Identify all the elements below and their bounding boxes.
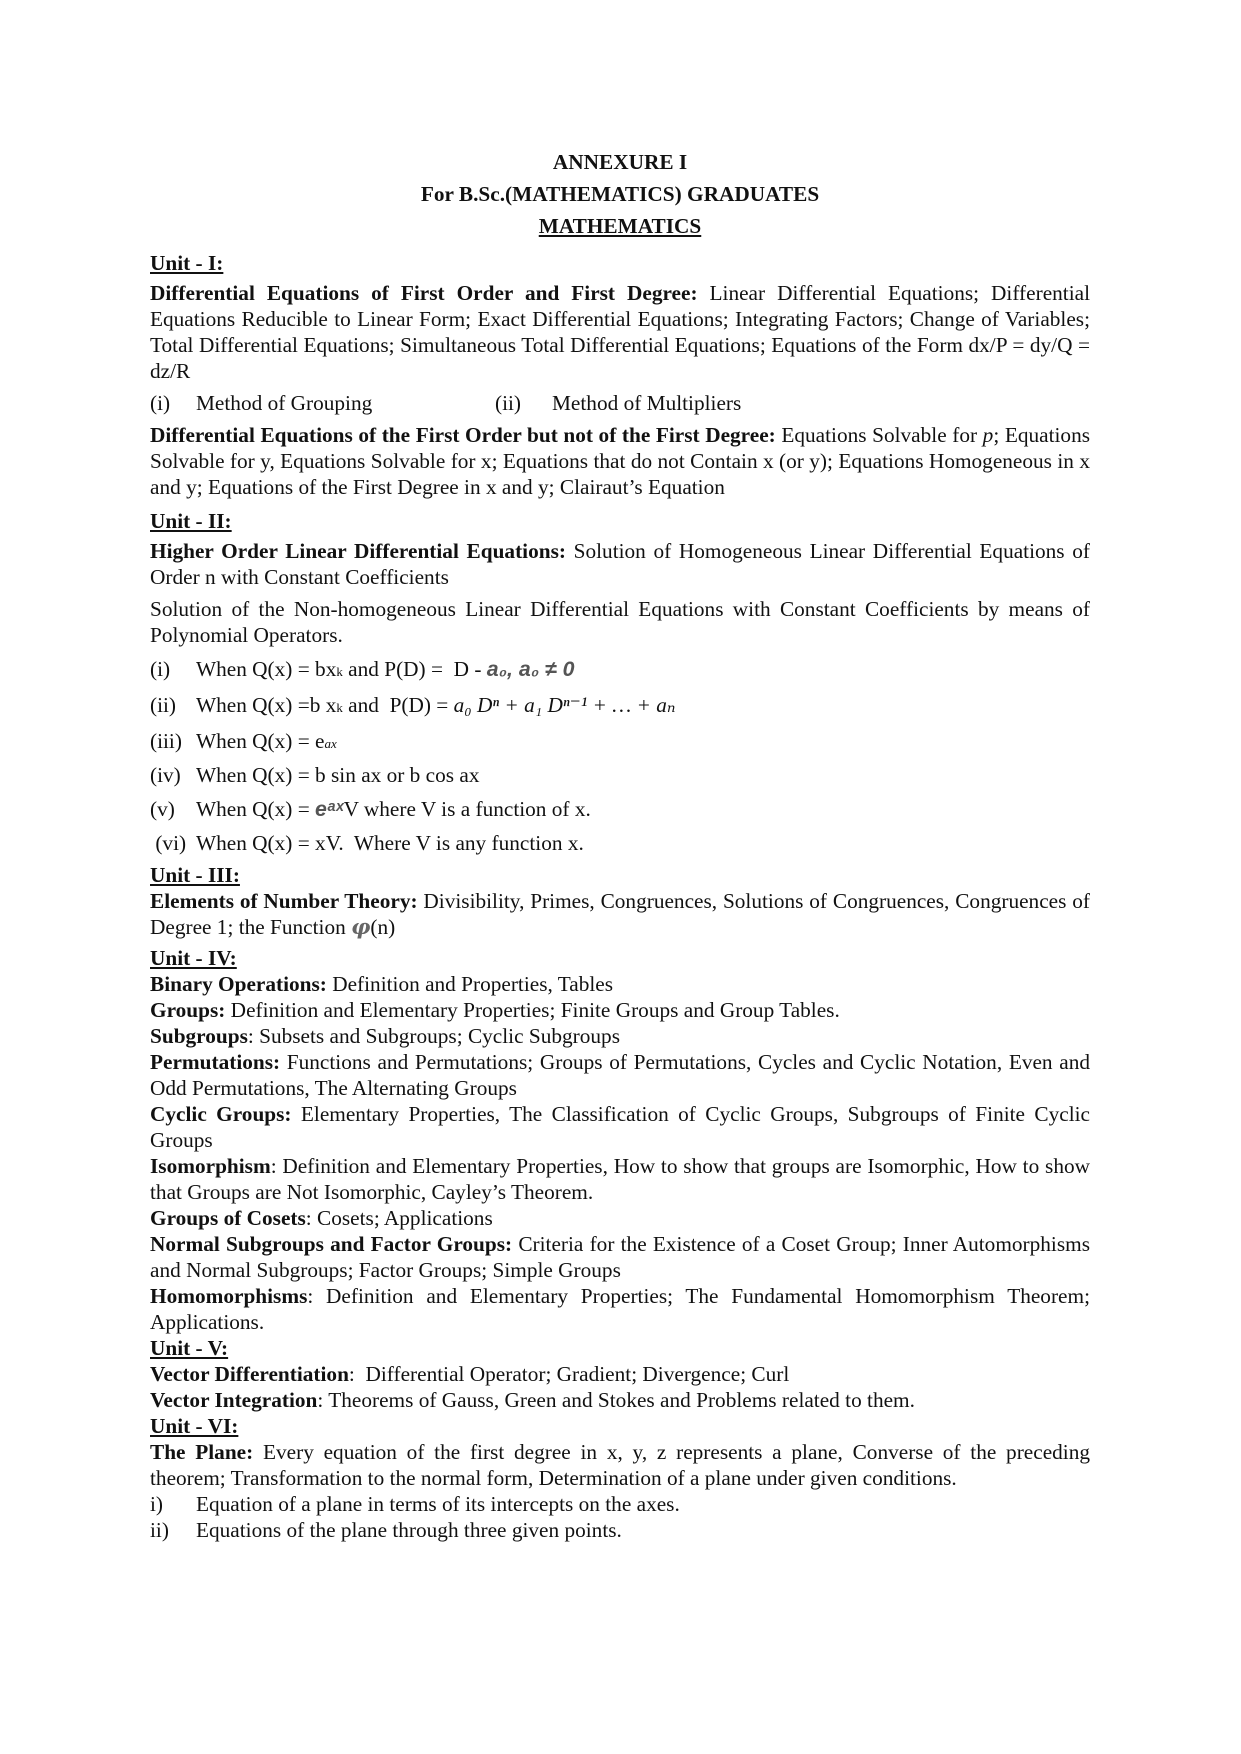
case-i-rest: and P(D) = D -: [342, 657, 487, 681]
method-1-text: Method of Grouping: [196, 391, 373, 415]
unit-4-item-text: : Subsets and Subgroups; Cyclic Subgroups: [247, 1024, 620, 1048]
unit-3-p1-text: Divisibility, Primes, Congruences, Solutions of Congruences, Congruences of Degree 1; the Function: [150, 889, 1090, 939]
unit-4-item: [150, 997, 1090, 1023]
unit-4-heading: Unit - IV:: [150, 946, 237, 970]
case-i-label: When Q(x) = bx: [196, 657, 337, 681]
unit-4-item: [150, 1153, 1090, 1205]
unit-5-item-bold: Vector Differentiation: [150, 1362, 349, 1386]
unit-2-heading: Unit - II:: [150, 509, 232, 533]
case-i-tail: a₀, a₀ ≠ 0: [486, 657, 575, 681]
annexure-title: ANNEXURE I: [552, 150, 688, 174]
unit-2-paragraph-2: Solution of the Non-homogeneous Linear Differential Equations with Constant Coefficients by means of Polynomial Operators.: [150, 597, 1090, 647]
plane-list-item: [150, 1491, 1090, 1517]
unit-4-item-text: Criteria for the Existence of a Coset Group; Inner Automorphisms and Normal Subgroups; Factor Groups; Simple Groups: [150, 1232, 1090, 1282]
unit-4-item-bold: Subgroups: [150, 1024, 248, 1048]
unit-6-heading: Unit - VI:: [150, 1414, 239, 1438]
unit-4-item-bold: Isomorphism: [150, 1154, 271, 1178]
unit-6-p1-bold: The Plane:: [150, 1440, 254, 1464]
case-v-label: When Q(x) =: [196, 797, 316, 821]
case-vi: [150, 830, 1090, 858]
unit-2-p1-bold: Higher Order Linear Differential Equations:: [150, 539, 566, 563]
case-v: [150, 796, 1090, 824]
unit-4-item-bold: Permutations:: [150, 1050, 281, 1074]
unit-4-item-text: : Cosets; Applications: [305, 1206, 493, 1230]
case-vi-number: (vi): [150, 831, 187, 855]
unit-4-item: [150, 1231, 1090, 1283]
plane-list-number: i): [150, 1492, 164, 1516]
unit-4-item-text: Elementary Properties, The Classification of Cyclic Groups, Subgroups of Finite Cyclic Groups: [150, 1102, 1090, 1152]
unit-1-heading: Unit - I:: [150, 251, 224, 275]
case-i-number: (i): [150, 657, 171, 681]
method-2-number: (ii): [495, 391, 522, 415]
unit-3-heading: Unit - III:: [150, 863, 240, 887]
case-ii-label: When Q(x) =b x: [196, 693, 337, 717]
case-v-eax: eᵃˣ: [315, 797, 344, 821]
unit-3-p1-tail: (n): [370, 915, 396, 939]
case-iv: [150, 762, 1090, 790]
unit-5-item-bold: Vector Integration: [150, 1388, 318, 1412]
unit-4-item: [150, 1101, 1090, 1153]
phi-symbol: φ: [351, 915, 371, 940]
unit-1-p2-bold: Differential Equations of the First Order but not of the First Degree:: [150, 423, 776, 447]
case-ii-number: (ii): [150, 693, 177, 717]
unit-1-p1-text: Linear Differential Equations; Differential Equations Reducible to Linear Form; Exact Differential Equations; Integrating Factors; Change of Variables; Total Differential Equations; Simultaneous Total Differential Equations; Equations of the Form dx/P = dy/Q = dz/R: [150, 281, 1090, 383]
plane-list-text: Equation of a plane in terms of its intercepts on the axes.: [196, 1492, 680, 1516]
document-page: [150, 146, 1090, 1543]
case-iii-label: When Q(x) = e: [196, 729, 325, 753]
case-iv-number: (iv): [150, 763, 181, 787]
unit-3-p1-bold: Elements of Number Theory:: [150, 889, 418, 913]
unit-4-item: [150, 1283, 1090, 1335]
unit-4-item-text: Definition and Elementary Properties; Finite Groups and Group Tables.: [225, 998, 840, 1022]
plane-list-text: Equations of the plane through three given points.: [196, 1518, 622, 1542]
unit-4-item-text: : Definition and Elementary Properties; The Fundamental Homomorphism Theorem; Applications.: [150, 1284, 1090, 1334]
unit-4-item: [150, 971, 1090, 997]
unit-2-p1-text: Solution of Homogeneous Linear Differential Equations of Order n with Constant Coefficients: [150, 539, 1090, 589]
unit-4-item-bold: Homomorphisms: [150, 1284, 308, 1308]
unit-5-item: [150, 1387, 1090, 1413]
case-ii-rest: and P(D) =: [342, 693, 454, 717]
case-iii: (iii) When Q(x) = e ax: [150, 729, 337, 753]
unit-1-methods-row: [150, 390, 1090, 418]
unit-5-item-text: : Theorems of Gauss, Green and Stokes and Problems related to them.: [317, 1388, 915, 1412]
unit-4-item-bold: Binary Operations:: [150, 972, 327, 996]
case-i: (i) When Q(x) = bx k and P(D) = D - a₀, a₀ ≠ 0: [150, 657, 575, 681]
unit-6-p1-text: Every equation of the first degree in x, y, z represents a plane, Converse of the preceding theorem; Transformation to the normal form, Determination of a plane under given conditions.: [150, 1440, 1091, 1490]
case-v-rest: V where V is a function of x.: [343, 797, 591, 821]
unit-1-paragraph-2: [150, 422, 1090, 500]
case-iii-number: (iii): [150, 729, 182, 753]
document-subtitle: For B.Sc.(MATHEMATICS) GRADUATES: [420, 182, 820, 206]
method-1-number: (i): [150, 391, 171, 415]
case-ii-tail: a₀ Dⁿ + a₁ Dⁿ⁻¹ + … + aₙ: [453, 693, 676, 717]
unit-3-paragraph: [150, 888, 1090, 941]
unit-4-item-bold: Groups of Cosets: [150, 1206, 306, 1230]
case-v-number: (v): [150, 797, 175, 821]
unit-5-heading: Unit - V:: [150, 1336, 229, 1360]
unit-4-item-bold: Groups:: [150, 998, 226, 1022]
unit-4-item: [150, 1023, 1090, 1049]
unit-1-p2-text-b: ; Equations Solvable for y, Equations Solvable for x; Equations that do not Contain x (or y); Equations Homogeneous in x and y; Equations of the First Degree in x and y; Clairaut’s Equation: [150, 423, 1091, 499]
unit-1-p1-bold: Differential Equations of First Order and First Degree:: [150, 281, 698, 305]
unit-1-p2-text-a: Equations Solvable for: [775, 423, 983, 447]
unit-4-item-text: Definition and Properties, Tables: [326, 972, 614, 996]
case-ii: (ii) When Q(x) =b x k and P(D) = a₀ Dⁿ + a₁ Dⁿ⁻¹ + … + aₙ: [150, 693, 676, 717]
subject-heading: MATHEMATICS: [538, 214, 702, 238]
plane-list-item: [150, 1517, 1090, 1543]
unit-4-item: [150, 1205, 1090, 1231]
unit-6-paragraph: [150, 1439, 1090, 1491]
unit-4-item-bold: Cyclic Groups:: [150, 1102, 292, 1126]
unit-4-item-text: Functions and Permutations; Groups of Permutations, Cycles and Cyclic Notation, Even and Odd Permutations, The Alternating Groups: [150, 1050, 1090, 1100]
plane-list-number: ii): [150, 1518, 169, 1542]
case-iv-label: When Q(x) = b sin ax or b cos ax: [196, 763, 480, 787]
method-2-text: Method of Multipliers: [552, 391, 742, 415]
unit-2-paragraph-1: [150, 538, 1090, 590]
unit-5-item-text: : Differential Operator; Gradient; Divergence; Curl: [348, 1362, 790, 1386]
unit-1-p2-var: p: [982, 423, 994, 447]
unit-4-item-text: : Definition and Elementary Properties, How to show that groups are Isomorphic, How to show that Groups are Not Isomorphic, Cayley’s Theorem.: [150, 1154, 1090, 1204]
unit-1-paragraph-1: [150, 280, 1090, 384]
unit-4-item: [150, 1049, 1090, 1101]
unit-5-item: [150, 1361, 1090, 1387]
case-vi-label: When Q(x) = xV. Where V is any function x.: [196, 831, 584, 855]
unit-4-item-bold: Normal Subgroups and Factor Groups:: [150, 1232, 513, 1256]
